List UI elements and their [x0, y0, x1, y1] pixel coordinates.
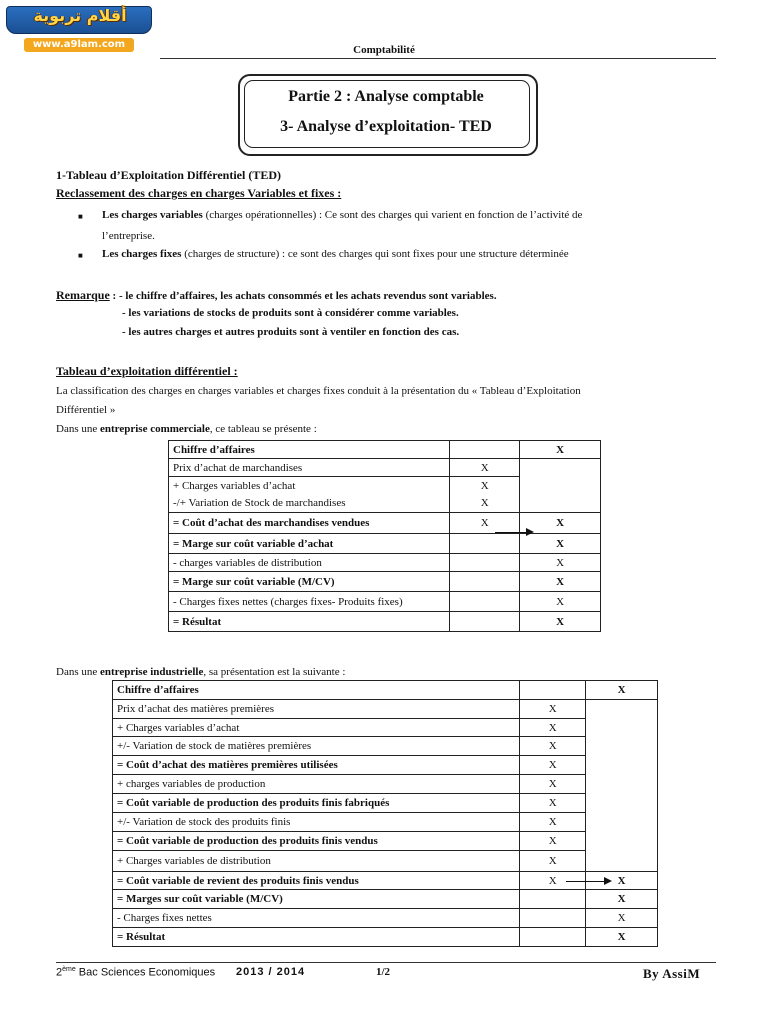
row-value: [586, 700, 658, 719]
table-row: [113, 832, 658, 851]
table-row: [113, 775, 658, 794]
row-label: Prix d’achat de marchandises: [169, 459, 450, 477]
row-value: X: [450, 459, 520, 477]
row-value: X: [520, 612, 601, 632]
bullet-text: (charges de structure) : ce sont des charges qui sont fixes pour une structure déterminée: [181, 248, 569, 260]
table-row: [169, 459, 601, 477]
row-value: [520, 928, 586, 947]
table-row: [113, 756, 658, 775]
footer-divider: [56, 962, 716, 963]
row-label: = Coût variable de revient des produits finis vendus: [113, 872, 520, 890]
table-row: [113, 813, 658, 832]
table-row: [169, 572, 601, 592]
row-value: [520, 459, 601, 477]
row-value: [450, 572, 520, 592]
row-value: X: [520, 775, 586, 794]
row-value: X: [520, 554, 601, 572]
industrial-intro: [56, 666, 345, 678]
row-value: X: [586, 909, 658, 928]
bullet-term: Les charges variables: [102, 209, 203, 221]
row-value: X: [520, 756, 586, 775]
row-value: [586, 794, 658, 813]
row-label: Prix d’achat des matières premières: [113, 700, 520, 719]
row-value: [450, 534, 520, 554]
row-label: = Marges sur coût variable (M/CV): [113, 890, 520, 909]
row-value: X: [450, 495, 520, 513]
arrow-line: [566, 881, 606, 882]
intro-suffix: , ce tableau se présente :: [209, 423, 317, 435]
table-row: [169, 554, 601, 572]
row-label: + Charges variables de distribution: [113, 851, 520, 872]
row-value: [520, 477, 601, 495]
arrow-right-icon: [604, 877, 612, 885]
table-row: [113, 700, 658, 719]
remarque-line-3: - les autres charges et autres produits sont à ventiler en fonction des cas.: [122, 326, 460, 338]
row-value: [586, 737, 658, 756]
bullet-text-cont: l’entreprise.: [102, 230, 155, 242]
row-label: = Coût d’achat des matières premières utilisées: [113, 756, 520, 775]
row-label: Chiffre d’affaires: [169, 441, 450, 459]
row-label: - charges variables de distribution: [169, 554, 450, 572]
bullet-term: Les charges fixes: [102, 248, 182, 260]
table-row: [113, 851, 658, 872]
row-label: Chiffre d’affaires: [113, 681, 520, 700]
row-label: - Charges fixes nettes (charges fixes- Produits fixes): [169, 592, 450, 612]
table-row: [113, 681, 658, 700]
row-value: X: [520, 737, 586, 756]
footer-year: 2013 / 2014: [236, 966, 306, 978]
bullet-text: (charges opérationnelles) : Ce sont des charges qui varient en fonction de l’activité de: [202, 209, 583, 221]
row-value: [450, 592, 520, 612]
intro-prefix: Dans une: [56, 666, 100, 678]
row-value: X: [586, 681, 658, 700]
section2-heading: Tableau d’exploitation différentiel :: [56, 364, 238, 378]
row-label: +/- Variation de stock des produits finis: [113, 813, 520, 832]
remarque-text: - le chiffre d’affaires, les achats consommés et les achats revendus sont variables.: [118, 290, 497, 302]
footer-page: 1/2: [376, 966, 391, 978]
table-row: [169, 612, 601, 632]
level-text: Bac Sciences Economiques: [75, 966, 216, 979]
table-row: [169, 477, 601, 495]
row-value: [520, 495, 601, 513]
remarque-label: Remarque: [56, 288, 110, 302]
row-label: = Résultat: [113, 928, 520, 947]
row-value: X: [450, 477, 520, 495]
row-label: + Charges variables d’achat: [169, 477, 450, 495]
row-label: = Coût variable de production des produits finis fabriqués: [113, 794, 520, 813]
table-row: [113, 794, 658, 813]
row-value: X: [520, 700, 586, 719]
row-value: X: [586, 928, 658, 947]
intro-bold: entreprise commerciale: [100, 423, 210, 435]
row-value: X: [586, 872, 658, 890]
arrow-right-icon: [526, 528, 534, 536]
bullet-fixes: [102, 248, 716, 260]
section2-intro-cont: Différentiel »: [56, 404, 116, 416]
remarque-line-1: [56, 288, 497, 303]
row-value: X: [520, 813, 586, 832]
row-value: [586, 813, 658, 832]
footer-level: [56, 966, 215, 979]
title-line-2: 3- Analyse d’exploitation- TED: [280, 118, 492, 135]
table-row: [169, 495, 601, 513]
level-num: 2: [56, 966, 63, 979]
row-value: X: [520, 513, 601, 534]
level-sup: ème: [62, 966, 76, 973]
table-row: [169, 513, 601, 534]
row-value: [450, 612, 520, 632]
row-value: [520, 909, 586, 928]
row-value: X: [520, 572, 601, 592]
row-label: + Charges variables d’achat: [113, 719, 520, 737]
page-header: Comptabilité: [353, 44, 415, 56]
row-label: = Coût variable de production des produits finis vendus: [113, 832, 520, 851]
row-value: X: [520, 441, 601, 459]
remarque-sep: :: [109, 290, 119, 302]
table-row: [113, 890, 658, 909]
title-line-1: Partie 2 : Analyse comptable: [288, 88, 484, 105]
row-value: X: [520, 832, 586, 851]
arrow-line: [495, 532, 528, 533]
bullet-icon: ■: [78, 251, 83, 260]
logo-title: أقلام تربوية: [33, 6, 127, 25]
row-value: X: [520, 872, 586, 890]
row-value: [450, 441, 520, 459]
row-label: - Charges fixes nettes: [113, 909, 520, 928]
row-value: [450, 554, 520, 572]
bullet-variables: [102, 209, 716, 221]
section1-heading: 1-Tableau d’Exploitation Différentiel (TED): [56, 168, 282, 182]
logo-url[interactable]: www.a9lam.com: [24, 38, 134, 52]
row-label: = Résultat: [169, 612, 450, 632]
table-commercial: [168, 440, 601, 632]
header-divider: [160, 58, 716, 59]
row-value: [586, 851, 658, 872]
table-row: [113, 928, 658, 947]
row-value: X: [586, 890, 658, 909]
table-row: [113, 737, 658, 756]
table-row: [169, 592, 601, 612]
row-value: [586, 756, 658, 775]
row-label: = Marge sur coût variable d’achat: [169, 534, 450, 554]
intro-bold: entreprise industrielle: [100, 666, 204, 678]
row-label: = Coût d’achat des marchandises vendues: [169, 513, 450, 534]
row-value: [586, 775, 658, 794]
row-value: X: [520, 534, 601, 554]
row-label: = Marge sur coût variable (M/CV): [169, 572, 450, 592]
row-value: X: [520, 719, 586, 737]
intro-suffix: , sa présentation est la suivante :: [203, 666, 346, 678]
table-industrial: [112, 680, 658, 947]
row-label: +/- Variation de stock de matières premières: [113, 737, 520, 756]
commercial-intro: [56, 423, 317, 435]
remarque-line-2: - les variations de stocks de produits sont à considérer comme variables.: [122, 307, 459, 319]
row-value: X: [520, 794, 586, 813]
row-value: [520, 681, 586, 700]
row-value: [586, 719, 658, 737]
intro-prefix: Dans une: [56, 423, 100, 435]
table-row: [113, 909, 658, 928]
section2-intro: La classification des charges en charges variables et charges fixes conduit à la présentation du « Tableau d’Exploitation: [56, 385, 581, 397]
table-row: [113, 719, 658, 737]
table-row: [169, 534, 601, 554]
footer-author: By AssiM: [643, 966, 701, 981]
row-value: X: [520, 851, 586, 872]
row-value: [586, 832, 658, 851]
row-value: X: [450, 513, 520, 534]
bullet-icon: ■: [78, 212, 83, 221]
row-value: [520, 890, 586, 909]
section1-subheading: Reclassement des charges en charges Variables et fixes :: [56, 186, 342, 200]
table-row: [169, 441, 601, 459]
row-value: X: [520, 592, 601, 612]
row-label: + charges variables de production: [113, 775, 520, 794]
row-label: -/+ Variation de Stock de marchandises: [169, 495, 450, 513]
